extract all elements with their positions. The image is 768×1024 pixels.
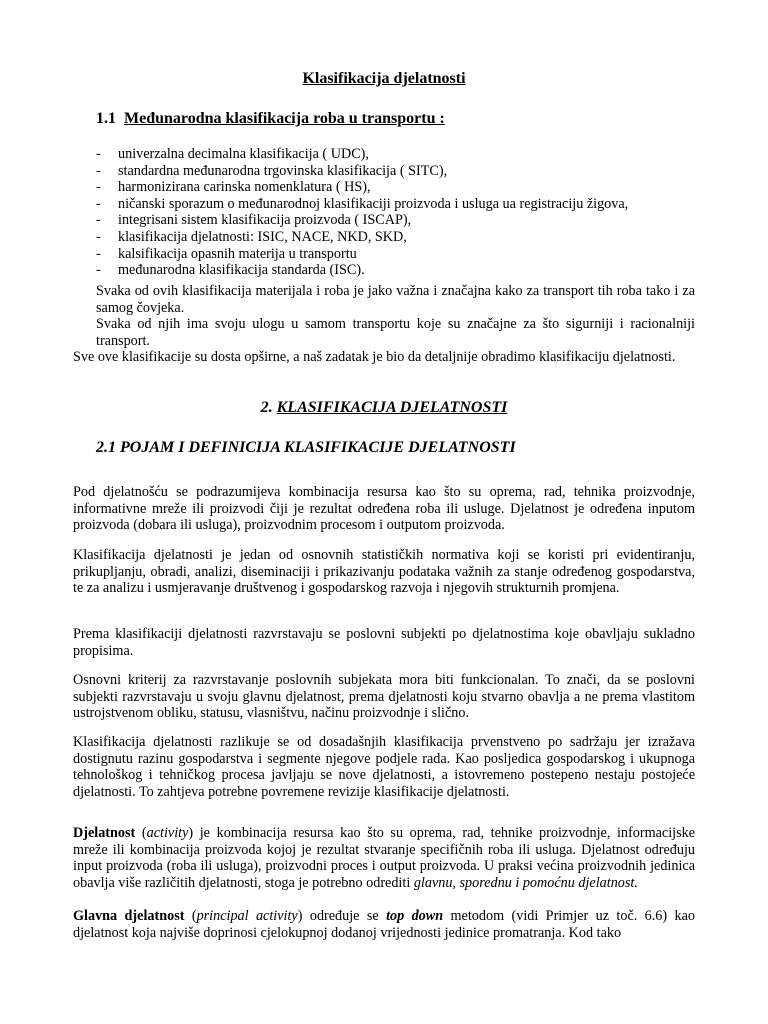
list-item xyxy=(96,212,696,229)
paragraph-summary: Sve ove klasifikacije su dosta opširne, a naš zadatak je bio da detaljnije obradimo klasifikaciju djelatnosti. xyxy=(73,349,676,365)
term-djelatnost: Djelatnost xyxy=(73,825,136,841)
text-fragment: metodom (vidi Primjer uz toč. 6.6) kao djelatnost koja najviše doprinosi cjelokupnoj dodanoj vrijednosti jedinice promatranja. Kod tako xyxy=(73,908,695,941)
paragraph-basic-criterion: Osnovni kriterij za razvrstavanje poslovnih subjekata mora biti funkcionalan. To znači, da se poslovni subjekti razvrstavaju u svoju glavnu djelatnost, prema djelatnosti koju stvarno obavlja a ne prema vlastitom ustrojstvenom obliku, statusu, vlasništvu, načinu proizvodnje i slično. xyxy=(73,672,695,722)
paragraph-differences: Klasifikacija djelatnosti razlikuje se od dosadašnjih klasifikacija prvenstveno po sadržaju jer izražava dostignutu razinu gospodarstva i segmente njegove podjele rada. Kao posljedica gospodarskog i ukupnoga tehnološkog i tehničkog procesa javljaju se nove djelatnosti, a istovremeno postepeno nestaju postojeće djelatnosti. To zahtjeva potrebne povremene revizije klasifikacije djelatnosti. xyxy=(73,734,695,800)
term-top-down: top down xyxy=(386,908,444,924)
bullet-dash: - xyxy=(96,212,101,229)
section-1-1-heading xyxy=(96,110,445,128)
text-fragment: ( xyxy=(184,908,197,924)
section-1-1-title: Međunarodna klasifikacija roba u transportu : xyxy=(124,110,445,127)
section-2-number: 2. xyxy=(260,399,273,416)
bullet-dash: - xyxy=(96,179,101,196)
list-item xyxy=(96,146,696,163)
list-item xyxy=(96,196,696,213)
bullet-dash: - xyxy=(96,262,101,279)
classification-list xyxy=(96,146,696,279)
list-item xyxy=(96,246,696,263)
list-item-text: univerzalna decimalna klasifikacija ( UDC), xyxy=(118,146,369,162)
paragraph-business-subjects: Prema klasifikaciji djelatnosti razvrstavaju se poslovni subjekti po djelatnostima koje obavljaju sukladno propisima. xyxy=(73,626,695,659)
text-fragment: ) određuje se xyxy=(297,908,387,924)
bullet-dash: - xyxy=(96,146,101,162)
paragraph-role: Svaka od njih ima svoju ulogu u samom transportu koje su značajne za što sigurniji i racionalniji transport. xyxy=(96,316,695,349)
list-item xyxy=(96,229,696,246)
list-item-text: ničanski sporazum o međunarodnoj klasifikaciji proizvoda i usluga ua registraciju žigova, xyxy=(118,195,629,212)
list-item-text: međunarodna klasifikacija standarda (ISC). xyxy=(118,262,365,279)
term-glavna-djelatnost: Glavna djelatnost xyxy=(73,908,185,924)
section-2-title: KLASIFIKACIJA DJELATNOSTI xyxy=(276,399,508,416)
paragraph-principal-activity xyxy=(73,908,695,941)
text-fragment: ) je kombinacija resursa kao što su oprema, rad, tehnike proizvodnje, informacijske mreže ili kombinacija proizvoda kojoj je rezultat stvaranje specifičnih roba ili usluga. Djelatnost određuju input proizvoda (roba ili usluga), proizvodni proces i output proizvoda. U praksi većina proizvodnih jedinica obavlja više različitih djelatnosti, stoga je potrebno odrediti xyxy=(73,825,695,891)
paragraph-activity-definition xyxy=(73,825,695,891)
term-activity-en: activity xyxy=(146,825,189,841)
section-2-heading xyxy=(0,399,768,417)
list-item-text: klasifikacija djelatnosti: ISIC, NACE, NKD, SKD, xyxy=(118,228,407,245)
term-principal-activity-en: principal activity xyxy=(196,908,298,924)
list-item-text: integrisani sistem klasifikacija proizvoda ( ISCAP), xyxy=(118,212,412,229)
activity-types: glavnu, sporednu i pomoćnu djelatnost. xyxy=(413,874,638,891)
bullet-dash: - xyxy=(96,162,101,179)
list-item-text: kalsifikacija opasnih materija u transportu xyxy=(118,245,357,262)
list-item xyxy=(96,262,696,279)
text-fragment: ( xyxy=(135,825,147,841)
section-1-1-number: 1.1 xyxy=(96,110,116,127)
bullet-dash: - xyxy=(96,228,101,245)
section-2-1-heading: 2.1 POJAM I DEFINICIJA KLASIFIKACIJE DJELATNOSTI xyxy=(96,439,516,456)
list-item-text: harmonizirana carinska nomenklatura ( HS), xyxy=(118,179,371,196)
list-item-text: standardna međunarodna trgovinska klasifikacija ( SITC), xyxy=(118,162,448,179)
paragraph-definition: Pod djelatnošću se podrazumijeva kombinacija resursa kao što su oprema, rad, tehnika proizvodnje, informativne mreže ili proizvodi čiji je rezultat određena roba ili usluge. Djelatnost je određena inputom proizvoda (dobara ili usluga), proizvodnim procesom i outputom proizvoda. xyxy=(73,484,695,534)
bullet-dash: - xyxy=(96,245,101,262)
paragraph-statistical-norm: Klasifikacija djelatnosti je jedan od osnovnih statističkih normativa koji se koristi pri evidentiranju, prikupljanju, obradi, analizi, diseminaciji i prikazivanju podataka važnih za stanje određenog gospodarstva, te za analizu i usmjeravanje društvenog i gospodarskog razvoja i njegovih strukturnih promjena. xyxy=(73,547,695,597)
list-item xyxy=(96,179,696,196)
bullet-dash: - xyxy=(96,195,101,212)
list-item xyxy=(96,163,696,180)
paragraph-importance: Svaka od ovih klasifikacija materijala i roba je jako važna i značajna kako za transport tih roba tako i za samog čovjeka. xyxy=(96,283,695,316)
page-title: Klasifikacija djelatnosti xyxy=(302,70,466,87)
